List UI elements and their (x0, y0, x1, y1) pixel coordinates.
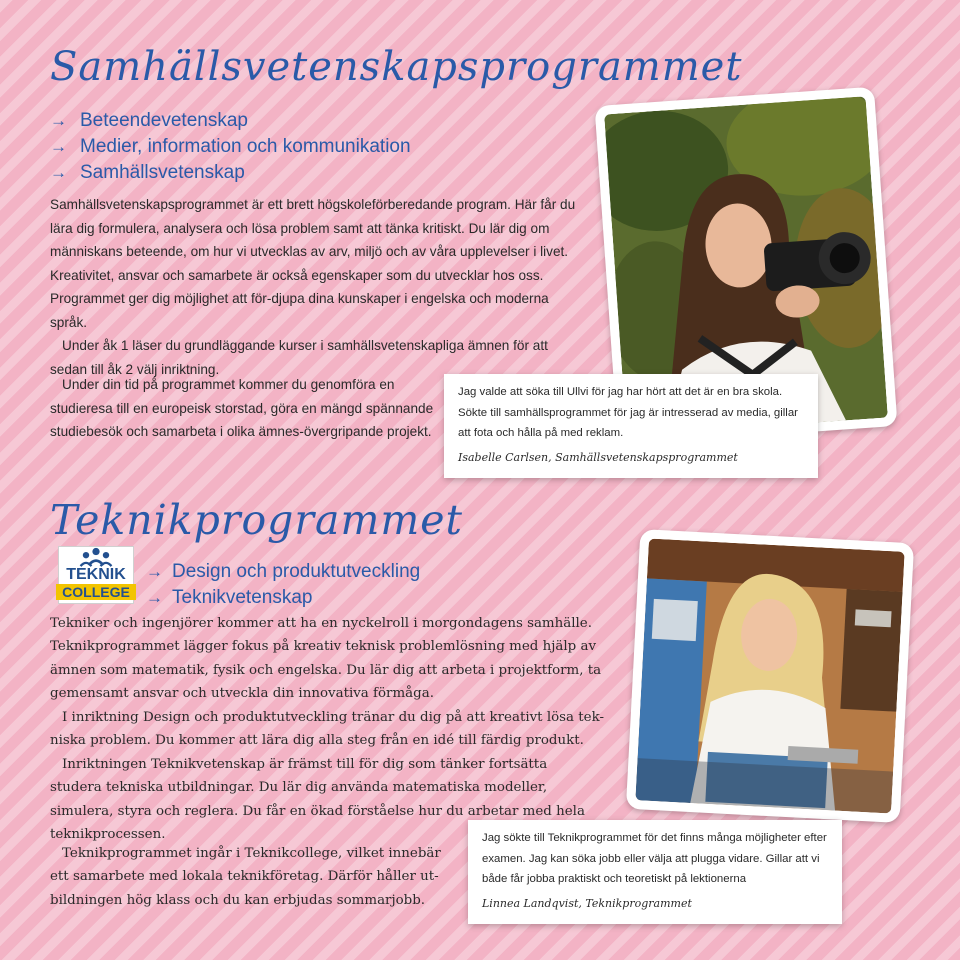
orientation-item: → Teknikvetenskap (146, 585, 420, 611)
section-title-samhall: Samhällsvetenskapsprogrammet (50, 44, 743, 90)
testimonial-signature: Linnea Landqvist, Teknikprogrammet (482, 896, 692, 910)
testimonial-signature: Isabelle Carlsen, Samhällsvetenskapsprogrammet (458, 450, 738, 464)
arrow-icon: → (50, 163, 67, 182)
orientation-item: → Beteendevetenskap (50, 108, 411, 134)
testimonial-card-linnea (468, 820, 842, 924)
student-photo-linnea (626, 529, 914, 823)
orientation-list-teknik (146, 559, 420, 611)
body-text-samhall-cont (50, 373, 438, 444)
arrow-icon: → (146, 588, 163, 607)
paragraph: Samhällsvetenskapsprogrammet är ett brett högskoleförberedande program. Här får du lära dig formulera, analysera och lösa problem samt att tänka kritiskt. Du lär dig om människans beteende, om hur vi utvecklas av arv, miljö och av våra upplevelser i livet. Kreativitet, ansvar och samarbete är också egenskaper som du utvecklar hos oss. Programmet ger dig möjlighet att för-djupa dina kunskaper i engelska och moderna språk. (50, 197, 576, 330)
paragraph: Teknikprogrammet ingår i Teknikcollege, vilket innebär ett samarbete med lokala teknikföretag. Därför håller ut-bildningen hög klass och du kan erbjudas sommarjobb. (50, 846, 441, 908)
photo-image (635, 538, 904, 813)
arrow-icon: → (50, 137, 67, 156)
section-title-teknik: Teknikprogrammet (50, 496, 463, 544)
arrow-icon: → (146, 562, 163, 581)
paragraph: I inriktning Design och produktutveckling tränar du dig på att kreativt lösa tek-niska problem. Du kommer att lära dig alla steg från en idé till färdig produkt. (50, 709, 604, 749)
logo-text-line1: TEKNIK (66, 566, 126, 583)
testimonial-text: Jag valde att söka till Ullvi för jag har hört att det är en bra skola. Sökte till samhällsprogrammet för jag är intresserad av media, gillar att fota och hålla på med reklam. (458, 386, 798, 439)
arrow-icon: → (50, 111, 67, 130)
orientation-item: → Samhällsvetenskap (50, 160, 411, 186)
orientation-list-samhall (50, 108, 411, 186)
paragraph: Under åk 1 läser du grundläggande kurser i samhällsvetenskapliga ämnen för att sedan till åk 2 välj inriktning. (50, 338, 548, 377)
paragraph: Tekniker och ingenjörer kommer att ha en nyckelroll i morgondagens samhälle. Teknikprogrammet lägger fokus på kreativ teknisk problemlösning med hjälp av ämnen som matematik, fysik och engelska. Du lär dig att arbeta i projektform, ta gemensamt ansvar och utveckla din innovativa förmåga. (50, 616, 602, 702)
body-text-teknik (50, 612, 608, 752)
paragraph: Inriktningen Teknikvetenskap är främst till för dig som tänker fortsätta studera tekniska utbildningar. Du lär dig använda matematiska modeller, simulera, styra och reglera. Du får en ökad förståelse hur du arbetar med hela teknikprocessen. (50, 757, 585, 843)
testimonial-text: Jag sökte till Teknikprogrammet för det finns många möjligheter efter examen. Jag kan söka jobb eller välja att plugga vidare. Gillar att vi både får jobba praktiskt och teoretiskt på lektionerna (482, 832, 827, 885)
logo-text-line2: COLLEGE (56, 584, 136, 600)
orientation-item: → Design och produktutveckling (146, 559, 420, 585)
teknikcollege-logo (58, 546, 134, 604)
body-text-teknik-end (50, 842, 442, 912)
people-icon (76, 547, 116, 567)
paragraph: Under din tid på programmet kommer du genomföra en studieresa till en europeisk storstad, göra en mängd spännande studiebesök och samarbeta i olika ämnes-övergripande projekt. (50, 377, 434, 439)
orientation-item: → Medier, information och kommunikation (50, 134, 411, 160)
testimonial-card-isabelle (444, 374, 818, 478)
body-text-samhall (50, 193, 588, 381)
